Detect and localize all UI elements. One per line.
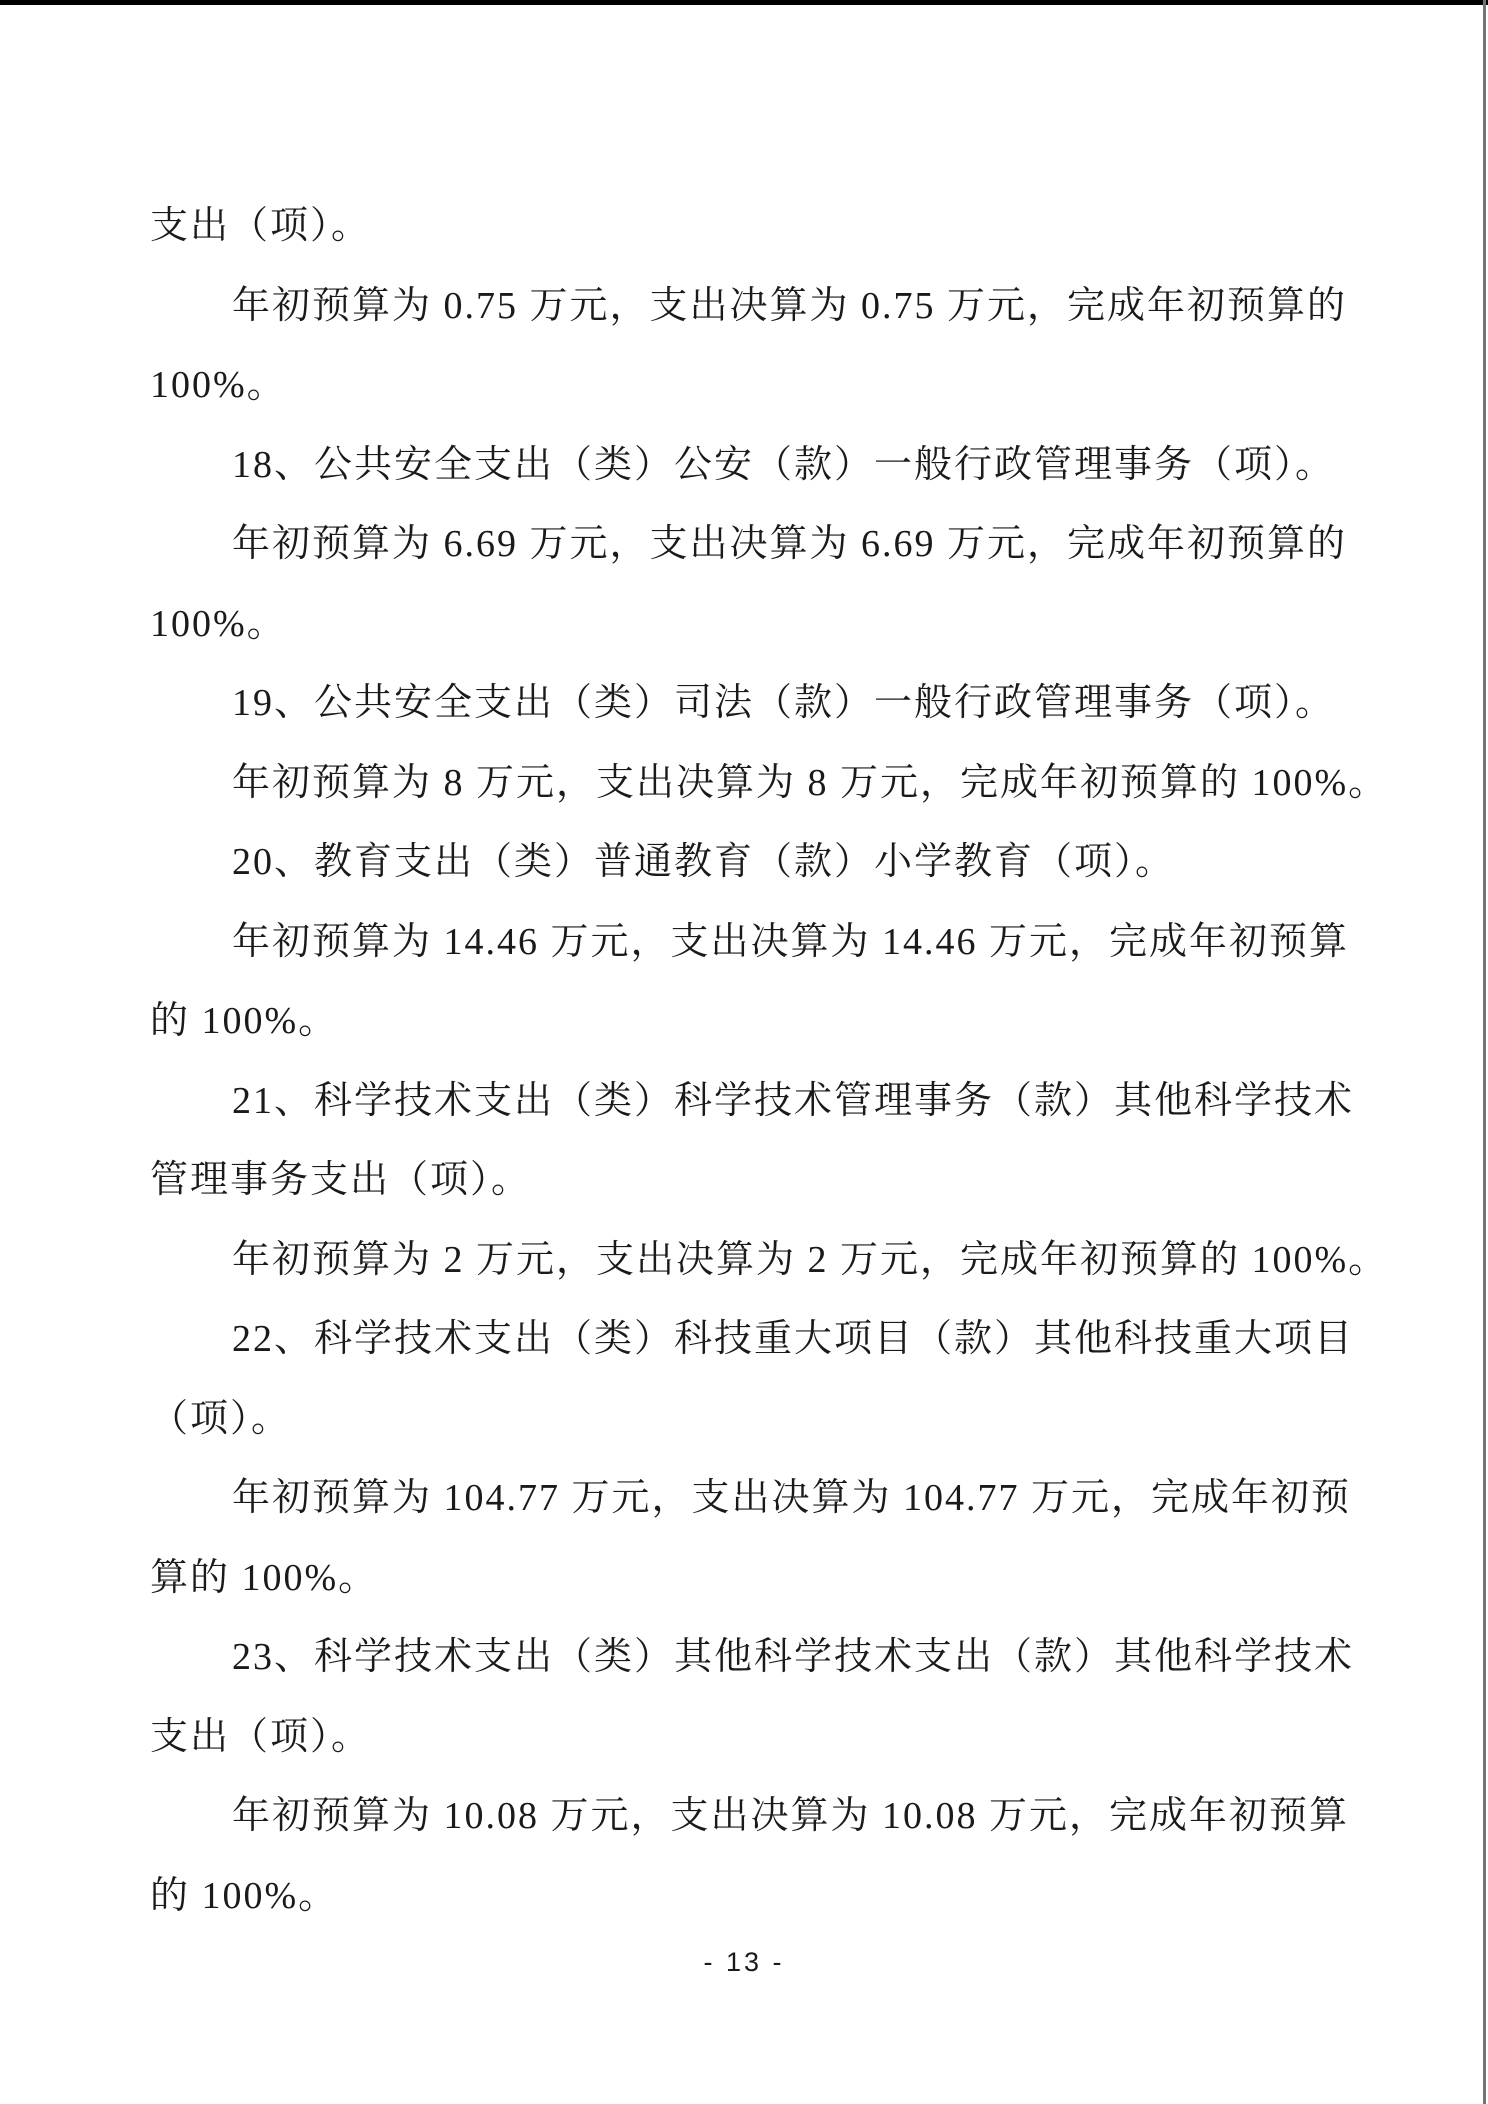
text-line: 年初预算为 8 万元，支出决算为 8 万元，完成年初预算的 100%。 — [232, 761, 1389, 804]
page-number: - 13 - — [703, 1947, 785, 1977]
text-line: 年初预算为 14.46 万元，支出决算为 14.46 万元，完成年初预算 — [232, 920, 1350, 963]
text-line: 的 100%。 — [150, 1000, 339, 1042]
text-line: 年初预算为 104.77 万元，支出决算为 104.77 万元，完成年初预 — [232, 1477, 1352, 1519]
text-line: 算的 100%。 — [150, 1556, 379, 1599]
text-line: 18、公共安全支出（类）公安（款）一般行政管理事务（项）。 — [232, 443, 1336, 486]
text-line: 管理事务支出（项）。 — [150, 1159, 532, 1201]
text-line: 支出（项）。 — [150, 1715, 372, 1758]
text-line: 支出（项）。 — [150, 205, 372, 247]
text-line: 年初预算为 2 万元，支出决算为 2 万元，完成年初预算的 100%。 — [232, 1238, 1389, 1281]
document-body — [150, 187, 1389, 1936]
text-line: 的 100%。 — [150, 1874, 339, 1917]
text-line: 20、教育支出（类）普通教育（款）小学教育（项）。 — [232, 841, 1176, 883]
text-line: （项）。 — [150, 1397, 292, 1440]
text-line: 19、公共安全支出（类）司法（款）一般行政管理事务（项）。 — [232, 682, 1336, 724]
text-line: 年初预算为 0.75 万元，支出决算为 0.75 万元，完成年初预算的 — [232, 284, 1348, 327]
text-line: 23、科学技术支出（类）其他科学技术支出（款）其他科学技术 — [232, 1636, 1355, 1678]
scan-edge-top-bar — [0, 0, 1488, 5]
text-line: 年初预算为 10.08 万元，支出决算为 10.08 万元，完成年初预算 — [232, 1795, 1350, 1837]
text-line: 22、科学技术支出（类）科技重大项目（款）其他科技重大项目 — [232, 1318, 1355, 1360]
text-line: 100%。 — [150, 602, 287, 645]
text-line: 年初预算为 6.69 万元，支出决算为 6.69 万元，完成年初预算的 — [232, 523, 1348, 565]
text-line: 100%。 — [150, 364, 287, 406]
text-line: 21、科学技术支出（类）科学技术管理事务（款）其他科学技术 — [232, 1079, 1355, 1122]
scan-edge-right-line — [1483, 0, 1486, 2104]
